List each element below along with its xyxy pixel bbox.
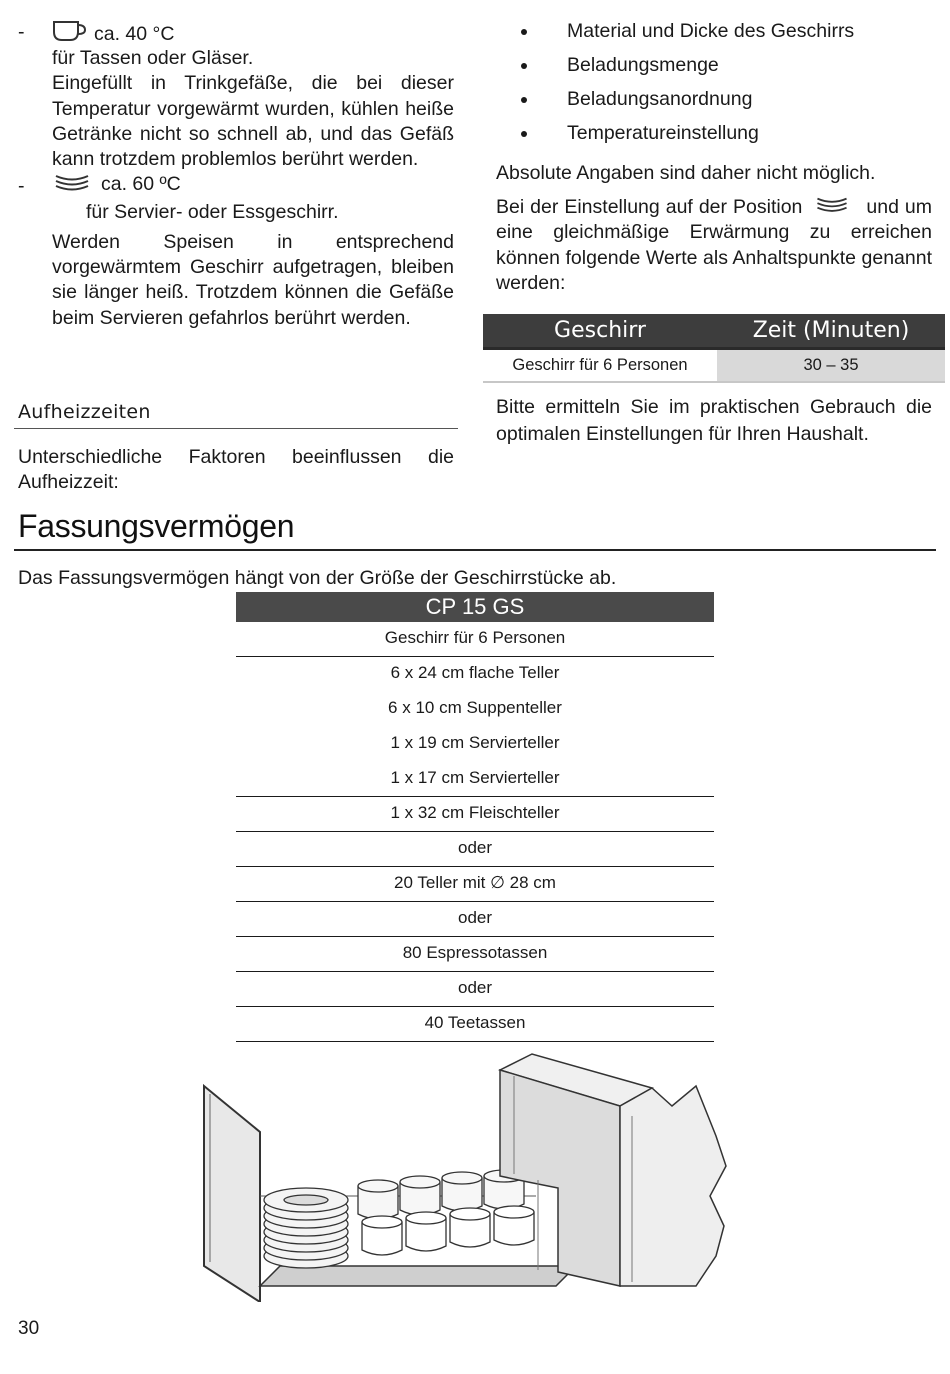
table-row: 40 Teetassen bbox=[236, 1007, 714, 1042]
section-title: Fassungsvermögen bbox=[18, 508, 295, 544]
table-header-cell: Zeit (Minuten) bbox=[752, 318, 910, 343]
temp-60-sub: für Servier- oder Essgeschirr. bbox=[86, 201, 339, 224]
bullet-icon bbox=[521, 29, 527, 35]
plates-stack-icon bbox=[814, 195, 854, 213]
heating-time-table bbox=[483, 314, 945, 383]
temp-item-cup-line bbox=[18, 20, 454, 46]
table-row: 1 x 17 cm Servierteller bbox=[236, 762, 714, 797]
table-title: CP 15 GS bbox=[236, 592, 714, 622]
capacity-table bbox=[236, 592, 714, 1042]
table-row: 6 x 10 cm Suppenteller bbox=[388, 698, 562, 717]
left-column bbox=[18, 20, 454, 331]
table-row: oder bbox=[236, 832, 714, 867]
temp-60-desc: Werden Speisen in entsprechend vorgewärmtem Geschirr aufgetragen, bleiben sie länger heiß. Trotzdem können die Gefäße beim Servieren gefahrlos berührt werden. bbox=[52, 230, 454, 329]
temp-item-plates-line bbox=[18, 174, 454, 200]
advice-paragraph: Bitte ermitteln Sie im praktischen Gebrauch die optimalen Einstellungen für Ihren Haushalt. bbox=[496, 396, 932, 445]
page-number: 30 bbox=[18, 1318, 40, 1339]
table-cell: Geschirr für 6 Personen bbox=[512, 356, 688, 374]
table-row: 1 x 19 cm Servierteller bbox=[390, 733, 560, 752]
table-header-row bbox=[483, 314, 945, 350]
table-cell: 30 – 35 bbox=[717, 350, 945, 381]
table-row bbox=[483, 350, 945, 383]
cup-icon bbox=[52, 20, 86, 42]
bullet-icon bbox=[521, 63, 527, 69]
absolute-note: Absolute Angaben sind daher nicht möglich. bbox=[496, 162, 876, 184]
warming-drawer-illustration bbox=[196, 1046, 756, 1307]
table-row: oder bbox=[236, 902, 714, 937]
heating-intro: Unterschiedliche Faktoren beeinflussen die Aufheizzeit: bbox=[18, 446, 454, 494]
bullet-icon bbox=[521, 131, 527, 137]
temp-40-sub: für Tassen oder Gläser. bbox=[52, 47, 254, 69]
list-dash: - bbox=[18, 21, 25, 43]
capacity-intro: Das Fassungsvermögen hängt von der Größe der Geschirrstücke ab. bbox=[18, 567, 617, 589]
position-paragraph: Bei der Einstellung auf der Position und um eine gleichmäßige Erwärmung zu erreichen können folgende Werte als Anhaltspunkte genannt werden: bbox=[496, 196, 933, 294]
table-row: Geschirr für 6 Personen bbox=[236, 622, 714, 657]
temp-40-desc: Eingefüllt in Trinkgefäße, die bei dieser Temperatur vorgewärmt wurden, kühlen heiße Getränke nicht so schnell ab, und das Gefäß kann trotzdem problemlos berührt werden. bbox=[52, 72, 454, 171]
section-rule bbox=[14, 549, 936, 551]
table-row: 6 x 24 cm flache Teller bbox=[390, 663, 560, 682]
table-row: 80 Espressotassen bbox=[236, 937, 714, 972]
table-row: oder bbox=[236, 972, 714, 1007]
list-dash: - bbox=[18, 175, 25, 198]
table-row: 20 Teller mit ∅ 28 cm bbox=[236, 867, 714, 902]
temp-60-label: ca. 60 ºC bbox=[101, 173, 181, 196]
table-header-cell: Geschirr bbox=[554, 318, 646, 343]
table-row: 1 x 32 cm Fleischteller bbox=[236, 797, 714, 832]
heading-rule bbox=[14, 428, 458, 429]
temp-40-label: ca. 40 °C bbox=[94, 23, 175, 45]
heating-times-heading: Aufheizzeiten bbox=[18, 401, 151, 423]
bullet-icon bbox=[521, 97, 527, 103]
plates-stack-icon bbox=[54, 172, 90, 194]
